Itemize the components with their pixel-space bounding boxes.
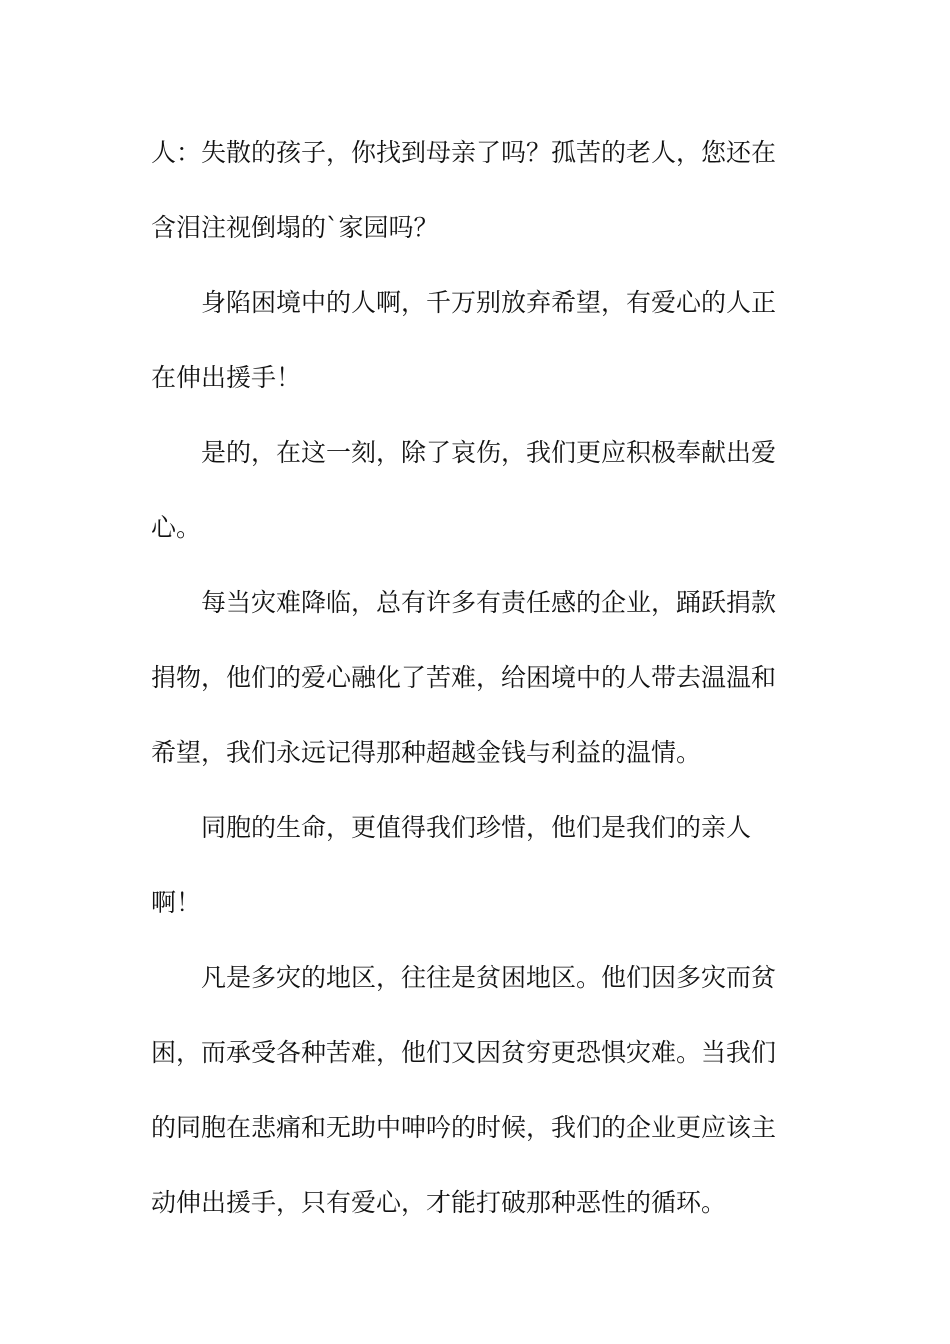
- text-line: 的同胞在悲痛和无助中呻吟的时候，我们的企业更应该主: [151, 1113, 777, 1142]
- text-line: 每当灾难降临，总有许多有责任感的企业，踊跃捐款: [201, 588, 777, 617]
- text-line: 困，而承受各种苦难，他们又因贫穷更恐惧灾难。当我们: [151, 1038, 777, 1067]
- text-line: 啊！: [151, 888, 202, 917]
- paragraph-6: [151, 940, 791, 1240]
- paragraph-3: [151, 415, 791, 565]
- paragraph-2: [151, 265, 791, 415]
- text-line: 心。: [151, 513, 202, 542]
- text-line: 动伸出援手，只有爱心，才能打破那种恶性的循环。: [151, 1188, 727, 1217]
- text-line: 人：失散的孩子，你找到母亲了吗？孤苦的老人，您还在: [151, 138, 777, 167]
- text-line: 同胞的生命，更值得我们珍惜，他们是我们的亲人: [201, 813, 752, 842]
- text-line: 身陷困境中的人啊，千万别放弃希望，有爱心的人正: [201, 288, 777, 317]
- text-line: 是的，在这一刻，除了哀伤，我们更应积极奉献出爱: [201, 438, 777, 467]
- paragraph-4: [151, 565, 791, 790]
- text-line: 希望，我们永远记得那种超越金钱与利益的温情。: [151, 738, 702, 767]
- paragraph-5: [151, 790, 791, 940]
- text-line: 在伸出援手！: [151, 363, 302, 392]
- text-line: 含泪注视倒塌的`家园吗？: [151, 213, 439, 242]
- text-line: 捐物，他们的爱心融化了苦难，给困境中的人带去温温和: [151, 663, 777, 692]
- paragraph-1: [151, 115, 791, 265]
- text-line: 凡是多灾的地区，往往是贫困地区。他们因多灾而贫: [201, 963, 777, 992]
- document-body: [151, 115, 791, 1240]
